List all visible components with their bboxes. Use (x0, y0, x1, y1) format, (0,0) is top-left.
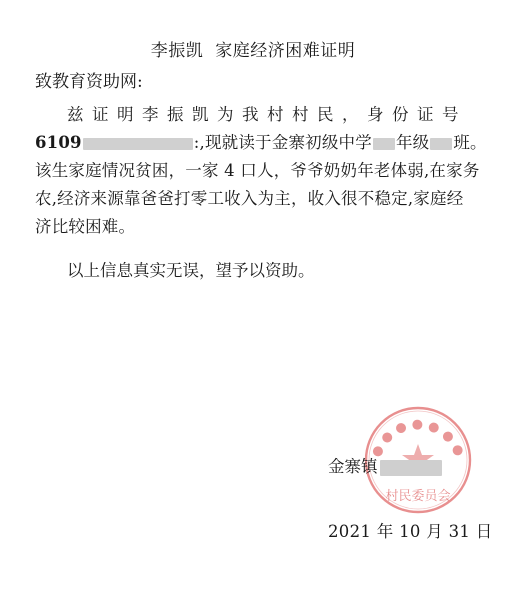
redacted-id (83, 138, 193, 150)
id-number-prefix: 6109 (35, 133, 82, 152)
title-name: 李振凯 (150, 41, 204, 61)
seal-bottom-text: 村民委员会 (385, 489, 451, 504)
body-line-4: 农,经济来源靠爸爸打零工收入为主，收入很不稳定,家庭经 (35, 189, 464, 208)
signing-organization (328, 453, 443, 477)
redacted-class (430, 138, 452, 150)
class-text: 班。 (453, 133, 487, 152)
body-line-1: 兹证明李振凯为我村村民，身份证号 (67, 105, 467, 124)
title-text: 家庭经济困难证明 (215, 41, 356, 61)
certificate-body (35, 101, 487, 241)
closing-statement: 以上信息真实无误，望予以资助。 (67, 261, 315, 280)
issue-date: 2021 年 10 月 31 日 (328, 522, 493, 541)
body-line-5: 济比较困难。 (35, 217, 136, 236)
org-prefix: 金寨镇 (328, 457, 378, 476)
salutation: 致教育资助网: (35, 72, 143, 92)
seal-arc-text: ● ● ● ● ● ● ● (368, 416, 467, 460)
school-text: :,现就读于金寨初级中学 (193, 133, 372, 152)
redacted-grade (373, 138, 395, 150)
document-title (0, 36, 506, 61)
body-line-3: 该生家庭情况贫困，一家 4 口人，爷爷奶奶年老体弱,在家务 (35, 161, 480, 180)
body-line-2 (35, 129, 487, 157)
grade-text: 年级 (395, 133, 430, 152)
redacted-village (380, 460, 442, 476)
